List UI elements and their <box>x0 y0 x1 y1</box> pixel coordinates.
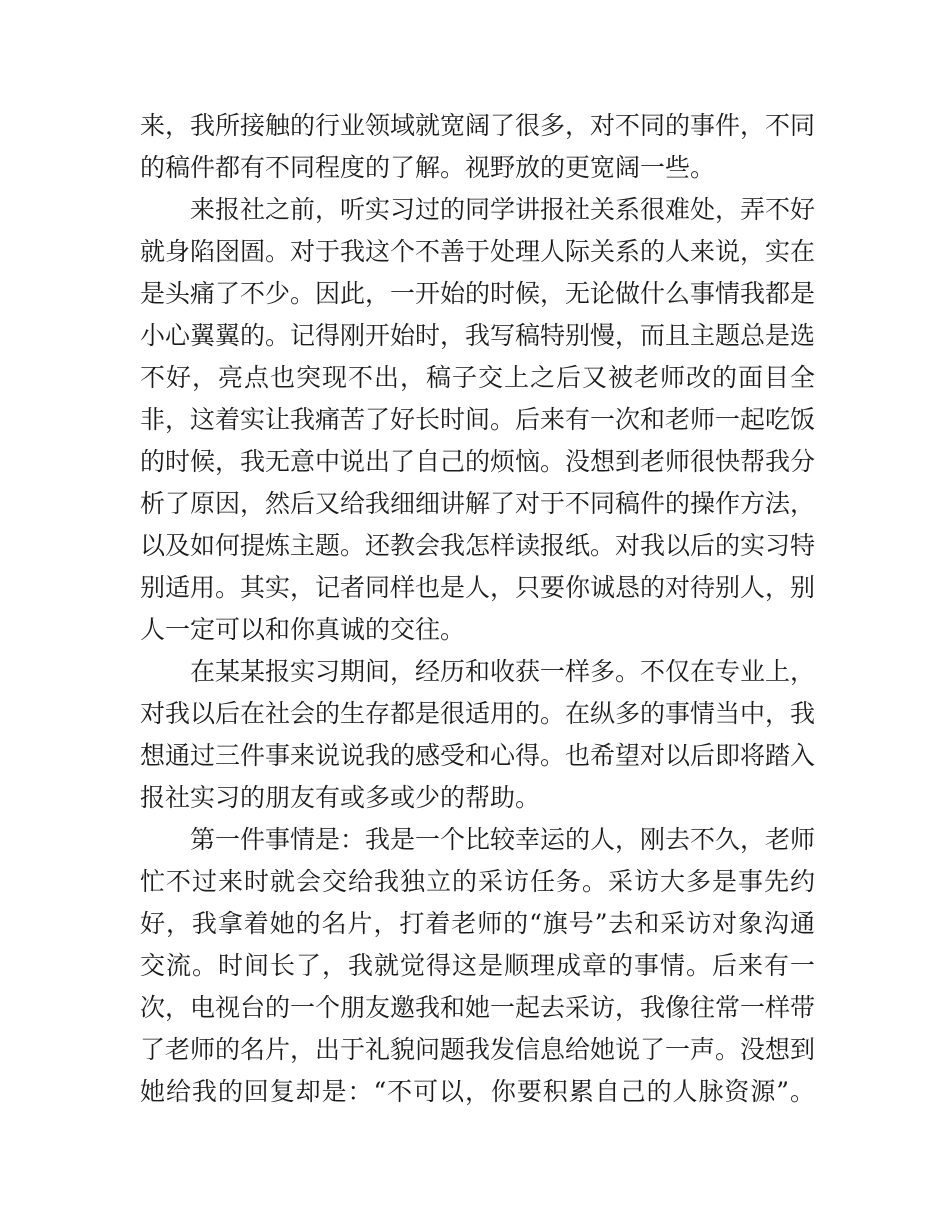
text-line: 想通过三件事来说说我的感受和心得。也希望对以后即将踏入 <box>140 741 816 770</box>
text-line: 就身陷囹圄。对于我这个不善于处理人际关系的人来说，实在 <box>140 237 816 266</box>
text-line: 小心翼翼的。记得刚开始时，我写稿特别慢，而且主题总是选 <box>140 321 816 350</box>
text-line: 了老师的名片，出于礼貌问题我发信息给她说了一声。没想到 <box>140 1035 816 1064</box>
text-line: 报社实习的朋友有或多或少的帮助。 <box>140 783 541 812</box>
text-line: 来报社之前，听实习过的同学讲报社关系很难处，弄不好 <box>190 195 816 224</box>
text-line: 的时候，我无意中说出了自己的烦恼。没想到老师很快帮我分 <box>140 447 816 476</box>
text-line: 非，这着实让我痛苦了好长时间。后来有一次和老师一起吃饭 <box>140 405 816 434</box>
text-line: 的稿件都有不同程度的了解。视野放的更宽阔一些。 <box>140 153 716 182</box>
text-line: 对我以后在社会的生存都是很适用的。在纵多的事情当中，我 <box>140 699 816 728</box>
text-line: 人一定可以和你真诚的交往。 <box>140 615 466 644</box>
text-line: 来，我所接触的行业领域就宽阔了很多，对不同的事件，不同 <box>140 111 816 140</box>
text-line: 析了原因，然后又给我细细讲解了对于不同稿件的操作方法， <box>140 489 816 518</box>
text-line: 不好，亮点也突现不出，稿子交上之后又被老师改的面目全 <box>140 363 815 392</box>
text-line: 是头痛了不少。因此，一开始的时候，无论做什么事情我都是 <box>140 279 816 308</box>
document-body <box>140 105 815 1113</box>
text-line: 交流。时间长了，我就觉得这是顺理成章的事情。后来有一 <box>140 951 815 980</box>
text-line: 第一件事情是：我是一个比较幸运的人，刚去不久，老师 <box>190 825 816 854</box>
text-line: 忙不过来时就会交给我独立的采访任务。采访大多是事先约 <box>140 867 815 896</box>
text-line: 好，我拿着她的名片，打着老师的“旗号”去和采访对象沟通 <box>140 909 815 938</box>
text-line: 她给我的回复却是：“不可以，你要积累自己的人脉资源”。 <box>140 1077 815 1106</box>
text-line: 在某某报实习期间，经历和收获一样多。不仅在专业上， <box>190 657 816 686</box>
text-line: 以及如何提炼主题。还教会我怎样读报纸。对我以后的实习特 <box>140 531 816 560</box>
text-line: 次，电视台的一个朋友邀我和她一起去采访，我像往常一样带 <box>140 993 816 1022</box>
text-line: 别适用。其实，记者同样也是人，只要你诚恳的对待别人，别 <box>140 573 816 602</box>
